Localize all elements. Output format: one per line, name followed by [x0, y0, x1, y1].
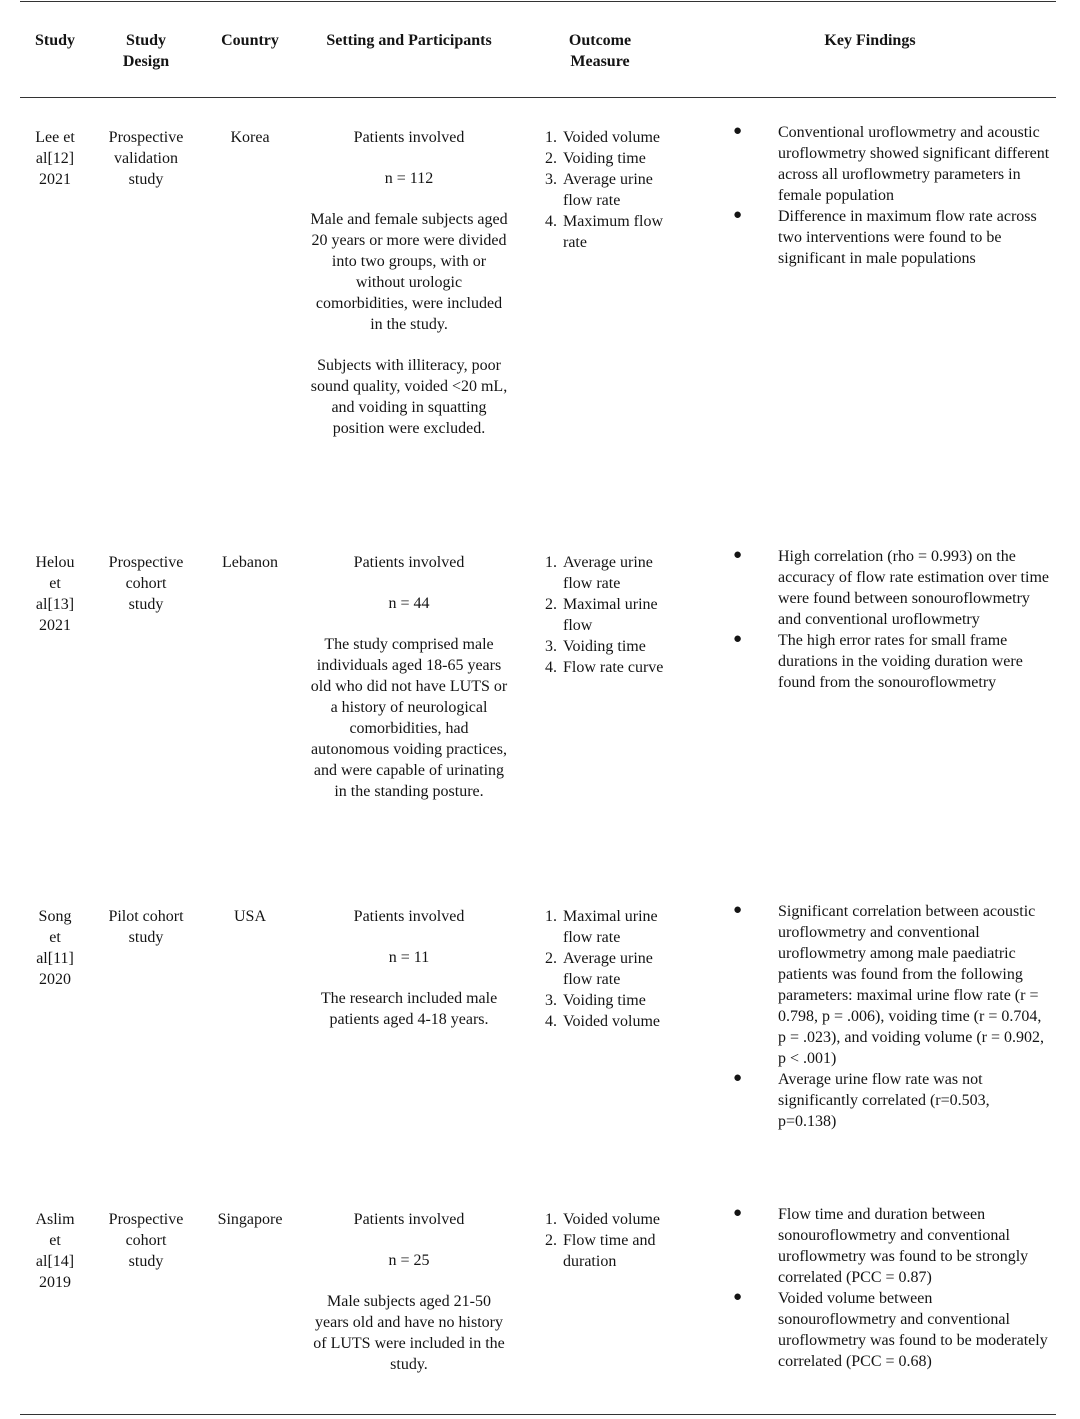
outcome-item — [545, 636, 675, 657]
design-line: study — [128, 929, 164, 946]
header-outcome-measure — [540, 30, 660, 72]
header-line: Key Findings — [824, 32, 916, 49]
participants-paragraph: The study comprised male individuals aged 18-65 years old who did not have LUTS or a history of neurological comorbidities, had autonomous voiding practices, and were capable of urinating in the standing posture. — [310, 636, 508, 800]
outcome-number: 3. — [545, 171, 557, 188]
design-cell — [100, 906, 192, 948]
study-cell — [20, 552, 90, 636]
study-line: et — [49, 929, 61, 946]
country-cell — [205, 552, 295, 573]
design-cell — [100, 1209, 192, 1272]
outcome-number: 2. — [545, 1232, 557, 1249]
finding-text: Average urine flow rate was not significantly correlated (r=0.503, p=0.138) — [778, 1071, 990, 1130]
design-cell — [100, 127, 192, 190]
outcome-text: Maximum flow rate — [563, 213, 663, 251]
findings-cell — [733, 901, 1051, 1132]
header-line: Country — [221, 32, 279, 49]
finding-item — [733, 1069, 1051, 1132]
patients-involved-label: Patients involved — [353, 1211, 465, 1228]
bullet-icon: ● — [733, 631, 743, 647]
bullet-icon: ● — [733, 123, 743, 139]
header-rule — [20, 97, 1056, 98]
participants-paragraph: Male subjects aged 21-50 years old and have no history of LUTS were included in the study. — [313, 1293, 505, 1373]
outcome-number: 2. — [545, 950, 557, 967]
design-line: cohort — [125, 1232, 167, 1249]
participants-cell — [310, 1209, 508, 1375]
outcome-item — [545, 127, 675, 148]
bullet-icon: ● — [733, 547, 743, 563]
findings-list — [733, 1204, 1051, 1372]
header-study — [20, 30, 90, 51]
outcome-text: Flow rate curve — [563, 659, 664, 676]
study-line: 2020 — [39, 971, 71, 988]
sample-size: n = 11 — [388, 949, 430, 966]
outcome-number: 1. — [545, 908, 557, 925]
country-cell — [205, 127, 295, 148]
finding-text: The high error rates for small frame durations in the voiding duration were found from the sonouroflowmetry — [778, 632, 1023, 691]
finding-text: Significant correlation between acoustic uroflowmetry and conventional uroflowmetry among male paediatric patients was found from the following parameters: maximal urine flow rate (r = 0.798, p = .006), voiding time (r = 0.704, p = .023), and voiding volume (r = 0.902, p < .001) — [778, 903, 1045, 1067]
outcome-number: 2. — [545, 596, 557, 613]
country-cell — [205, 1209, 295, 1230]
study-cell — [20, 906, 90, 990]
header-line: Outcome — [568, 32, 632, 49]
patients-involved-label: Patients involved — [353, 908, 465, 925]
outcomes-cell — [545, 552, 675, 678]
patients-involved-label: Patients involved — [353, 129, 465, 146]
study-line: al[11] — [36, 950, 74, 967]
outcome-item — [545, 148, 675, 169]
outcome-item — [545, 906, 675, 948]
country-text: USA — [233, 908, 266, 925]
header-line: Study — [34, 32, 76, 49]
design-line: Prospective — [108, 554, 184, 571]
finding-text: Conventional uroflowmetry and acoustic uroflowmetry showed significant different across all uroflowmetry parameters in female population — [778, 124, 1050, 204]
findings-list — [733, 901, 1051, 1132]
outcome-item — [545, 1230, 675, 1272]
design-line: cohort — [125, 575, 167, 592]
finding-item — [733, 630, 1051, 693]
study-line: Song — [38, 908, 72, 925]
outcomes-cell — [545, 1209, 675, 1272]
study-line: et — [49, 1232, 61, 1249]
outcome-list — [545, 552, 675, 678]
outcome-text: Maximal urine flow rate — [563, 908, 658, 946]
finding-item — [733, 1288, 1051, 1372]
country-text: Singapore — [217, 1211, 283, 1228]
design-line: validation — [114, 150, 178, 167]
participants-paragraph: The research included male patients aged 4-18 years. — [320, 990, 498, 1028]
outcome-list — [545, 127, 675, 253]
header-setting-participants — [305, 30, 513, 51]
finding-item — [733, 206, 1051, 269]
outcome-number: 3. — [545, 638, 557, 655]
finding-text: Flow time and duration between sonouroflowmetry and conventional uroflowmetry was found to be strongly correlated (PCC = 0.87) — [778, 1206, 1029, 1286]
country-text: Lebanon — [222, 554, 278, 571]
outcome-text: Average urine flow rate — [563, 554, 653, 592]
participants-cell — [310, 906, 508, 1030]
sample-size: n = 44 — [388, 595, 430, 612]
findings-cell — [733, 546, 1051, 693]
patients-involved-label: Patients involved — [353, 554, 465, 571]
design-line: Prospective — [108, 1211, 184, 1228]
participants-cell — [310, 127, 508, 439]
bullet-icon: ● — [733, 902, 743, 918]
bullet-icon: ● — [733, 207, 743, 223]
outcome-item — [545, 1209, 675, 1230]
design-line: Prospective — [108, 129, 184, 146]
study-line: 2021 — [39, 171, 71, 188]
country-text: Korea — [230, 129, 270, 146]
bullet-icon: ● — [733, 1205, 743, 1221]
finding-text: Difference in maximum flow rate across two interventions were found to be significant in male populations — [778, 208, 1037, 267]
study-line: Aslim — [35, 1211, 75, 1228]
outcome-number: 4. — [545, 213, 557, 230]
finding-text: Voided volume between sonouroflowmetry and conventional uroflowmetry was found to be moderately correlated (PCC = 0.68) — [778, 1290, 1048, 1370]
header-line: Measure — [570, 53, 630, 70]
participants-paragraph: Male and female subjects aged 20 years or more were divided into two groups, with or without urologic comorbidities, were included in the study. — [310, 211, 508, 333]
outcome-item — [545, 169, 675, 211]
outcome-list — [545, 1209, 675, 1272]
study-line: Lee et — [35, 129, 75, 146]
country-cell — [205, 906, 295, 927]
top-rule — [20, 1, 1056, 2]
outcome-text: Voided volume — [563, 1211, 661, 1228]
design-cell — [100, 552, 192, 615]
design-line: study — [128, 171, 164, 188]
study-cell — [20, 127, 90, 190]
study-line: Helou — [35, 554, 75, 571]
design-line: Pilot cohort — [108, 908, 184, 925]
finding-item — [733, 546, 1051, 630]
outcome-text: Average urine flow rate — [563, 171, 653, 209]
finding-text: High correlation (rho = 0.993) on the accuracy of flow rate estimation over time were found between sonouroflowmetry and conventional uroflowmetry — [778, 548, 1049, 628]
outcome-item — [545, 990, 675, 1011]
outcome-text: Maximal urine flow — [563, 596, 658, 634]
bullet-icon: ● — [733, 1289, 743, 1305]
header-line: Study — [125, 32, 167, 49]
outcome-number: 1. — [545, 129, 557, 146]
outcome-number: 4. — [545, 659, 557, 676]
outcome-item — [545, 1011, 675, 1032]
study-line: 2021 — [39, 617, 71, 634]
header-country — [205, 30, 295, 51]
findings-cell — [733, 122, 1051, 269]
study-line: 2019 — [39, 1274, 71, 1291]
header-line: Setting and Participants — [326, 32, 492, 49]
findings-list — [733, 122, 1051, 269]
header-line: Design — [122, 53, 170, 70]
outcome-text: Average urine flow rate — [563, 950, 653, 988]
outcome-text: Flow time and duration — [563, 1232, 656, 1270]
study-line: et — [49, 575, 61, 592]
design-line: study — [128, 1253, 164, 1270]
finding-item — [733, 1204, 1051, 1288]
finding-item — [733, 122, 1051, 206]
study-line: al[12] — [35, 150, 75, 167]
design-line: study — [128, 596, 164, 613]
outcome-item — [545, 211, 675, 253]
participants-cell — [310, 552, 508, 802]
findings-cell — [733, 1204, 1051, 1372]
participants-paragraph: Subjects with illiteracy, poor sound quality, voided <20 mL, and voiding in squatting position were excluded. — [310, 357, 508, 437]
outcome-number: 4. — [545, 1013, 557, 1030]
outcome-text: Voided volume — [563, 129, 661, 146]
outcome-text: Voiding time — [563, 638, 646, 655]
header-study-design — [100, 30, 192, 72]
bottom-rule — [20, 1414, 1056, 1415]
sample-size: n = 112 — [384, 170, 434, 187]
findings-list — [733, 546, 1051, 693]
outcome-list — [545, 906, 675, 1032]
outcome-item — [545, 594, 675, 636]
header-key-findings — [730, 30, 1010, 51]
sample-size: n = 25 — [388, 1252, 430, 1269]
finding-item — [733, 901, 1051, 1069]
study-cell — [20, 1209, 90, 1293]
outcomes-cell — [545, 127, 675, 253]
outcome-number: 1. — [545, 554, 557, 571]
outcomes-cell — [545, 906, 675, 1032]
outcome-item — [545, 948, 675, 990]
outcome-number: 2. — [545, 150, 557, 167]
outcome-number: 3. — [545, 992, 557, 1009]
outcome-number: 1. — [545, 1211, 557, 1228]
study-line: al[14] — [35, 1253, 75, 1270]
outcome-item — [545, 552, 675, 594]
outcome-text: Voiding time — [563, 150, 646, 167]
outcome-text: Voiding time — [563, 992, 646, 1009]
outcome-item — [545, 657, 675, 678]
bullet-icon: ● — [733, 1070, 743, 1086]
study-line: al[13] — [35, 596, 75, 613]
outcome-text: Voided volume — [563, 1013, 661, 1030]
